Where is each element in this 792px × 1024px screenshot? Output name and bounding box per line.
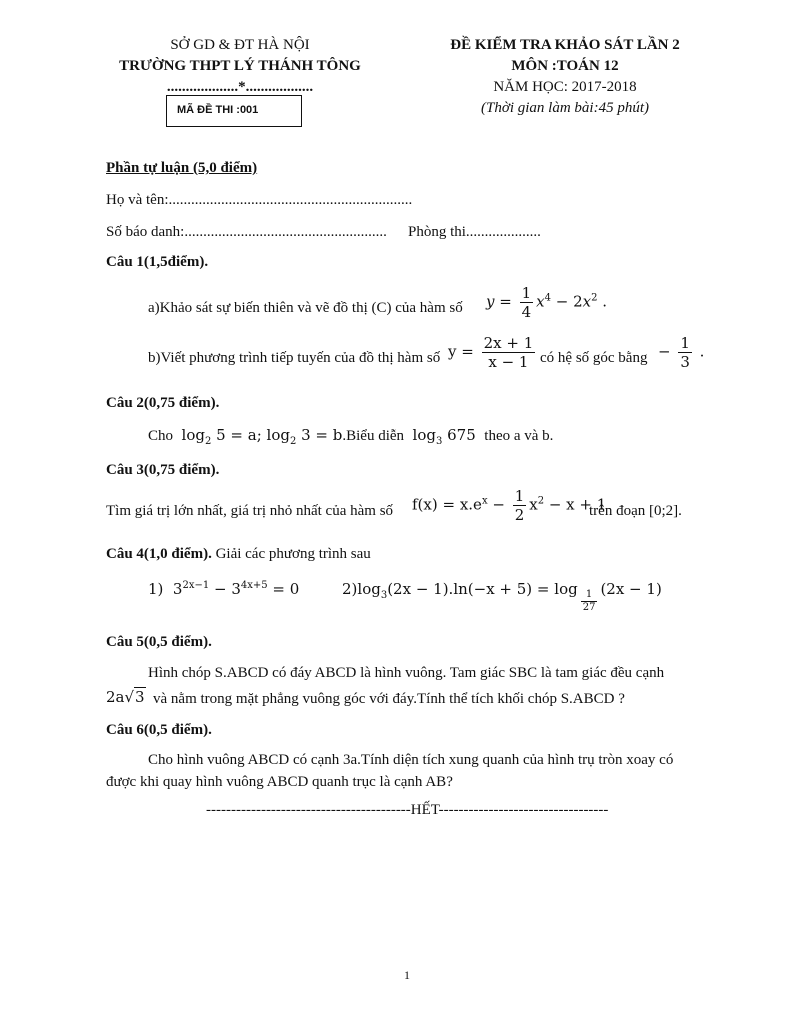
page-number: 1 — [404, 968, 410, 982]
q1b-function: y = $\frac{2x + 1}{x - 1}$ — [448, 334, 534, 371]
q3-function: $f(x) = x.e^x$ − $\frac{1}{2}$ $x^2 - x + 1$ — [412, 487, 607, 524]
header-divider: ...................*.................. — [166, 79, 314, 95]
q2-line — [148, 425, 553, 452]
q5-edge-length: 2a√3 — [106, 688, 145, 706]
department-name: SỞ GD & ĐT HÀ NỘI — [170, 37, 310, 53]
q5-line1: Hình chóp S.ABCD có đáy ABCD là hình vuông. Tam giác SBC là tam giác đều cạnh — [148, 665, 665, 681]
exam-room-field: Phòng thi.................... — [408, 224, 541, 240]
q1b-slope-text: có hệ số góc bằng — [540, 350, 648, 366]
name-field: Họ và tên:................................................................. — [106, 192, 413, 208]
exam-code-box — [166, 95, 302, 127]
subject: MÔN :TOÁN 12 — [511, 58, 619, 74]
q2-mid: .Biểu diễn — [342, 428, 405, 444]
exam-title: ĐỀ KIỂM TRA KHẢO SÁT LẦN 2 — [450, 37, 680, 53]
q2-target: $\log_3 675$ — [407, 426, 481, 447]
school-name: TRƯỜNG THPT LÝ THÁNH TÔNG — [119, 58, 361, 74]
q3-title: Câu 3(0,75 điểm). — [106, 462, 220, 478]
q1-title: Câu 1(1,5điểm). — [106, 254, 209, 270]
q4-title-rest: Giải các phương trình sau — [211, 546, 371, 562]
time-limit: (Thời gian làm bài:45 phút) — [480, 100, 649, 116]
q4-eq1: 1) $3^{2x-1} - 3^{4x+5} = 0$ — [148, 580, 300, 598]
q1a-text: a)Khảo sát sự biến thiên và vẽ đồ thị (C) của hàm số — [148, 300, 463, 316]
q1b-slope-value: − $\frac{1}{3}$ . — [658, 334, 705, 371]
q1b-text: b)Viết phương trình tiếp tuyến của đồ thị hàm số — [148, 350, 441, 366]
q6-line1: Cho hình vuông ABCD có cạnh 3a.Tính diện tích xung quanh của hình trụ tròn xoay có — [148, 752, 674, 768]
q5-title: Câu 5(0,5 điểm). — [106, 634, 212, 650]
q2-title: Câu 2(0,75 điểm). — [106, 395, 220, 411]
q5-line2: và nằm trong mặt phẳng vuông góc với đáy.Tính thể tích khối chóp S.ABCD ? — [153, 691, 625, 707]
q4-title: Câu 4(1,0 điểm). — [106, 546, 212, 562]
q1a-formula: y = $\frac{1}{4}$ $x^4 - 2x^2$ . — [486, 284, 608, 321]
candidate-number-field: Số báo danh:...................................................... — [106, 224, 387, 240]
q6-line2: được khi quay hình vuông ABCD quanh trục là cạnh AB? — [106, 774, 453, 790]
exam-code: MÃ ĐỀ THI :001 — [177, 104, 259, 116]
q6-title: Câu 6(0,5 điểm). — [106, 722, 212, 738]
q2-post: theo a và b. — [484, 428, 554, 444]
section-title: Phần tự luận (5,0 điểm) — [106, 160, 258, 176]
q3-text: Tìm giá trị lớn nhất, giá trị nhỏ nhất của hàm số — [106, 503, 394, 519]
school-year: NĂM HỌC: 2017-2018 — [493, 79, 637, 95]
q2-pre: Cho — [148, 428, 174, 444]
end-marker: -----------------------------------------HẾT---------------------------------- — [206, 802, 609, 818]
q4-eq2: $2)\log_3(2x - 1).\ln(-x + 5) = \log$ $_{\frac{1}{27}}$ (2x − 1) — [342, 580, 662, 613]
q3-interval: trên đoạn [0;2]. — [589, 503, 682, 519]
q2-given: $\log_2 5 = a$; $\log_2 3 = b$ — [176, 426, 343, 447]
q4-title-line — [106, 544, 371, 564]
